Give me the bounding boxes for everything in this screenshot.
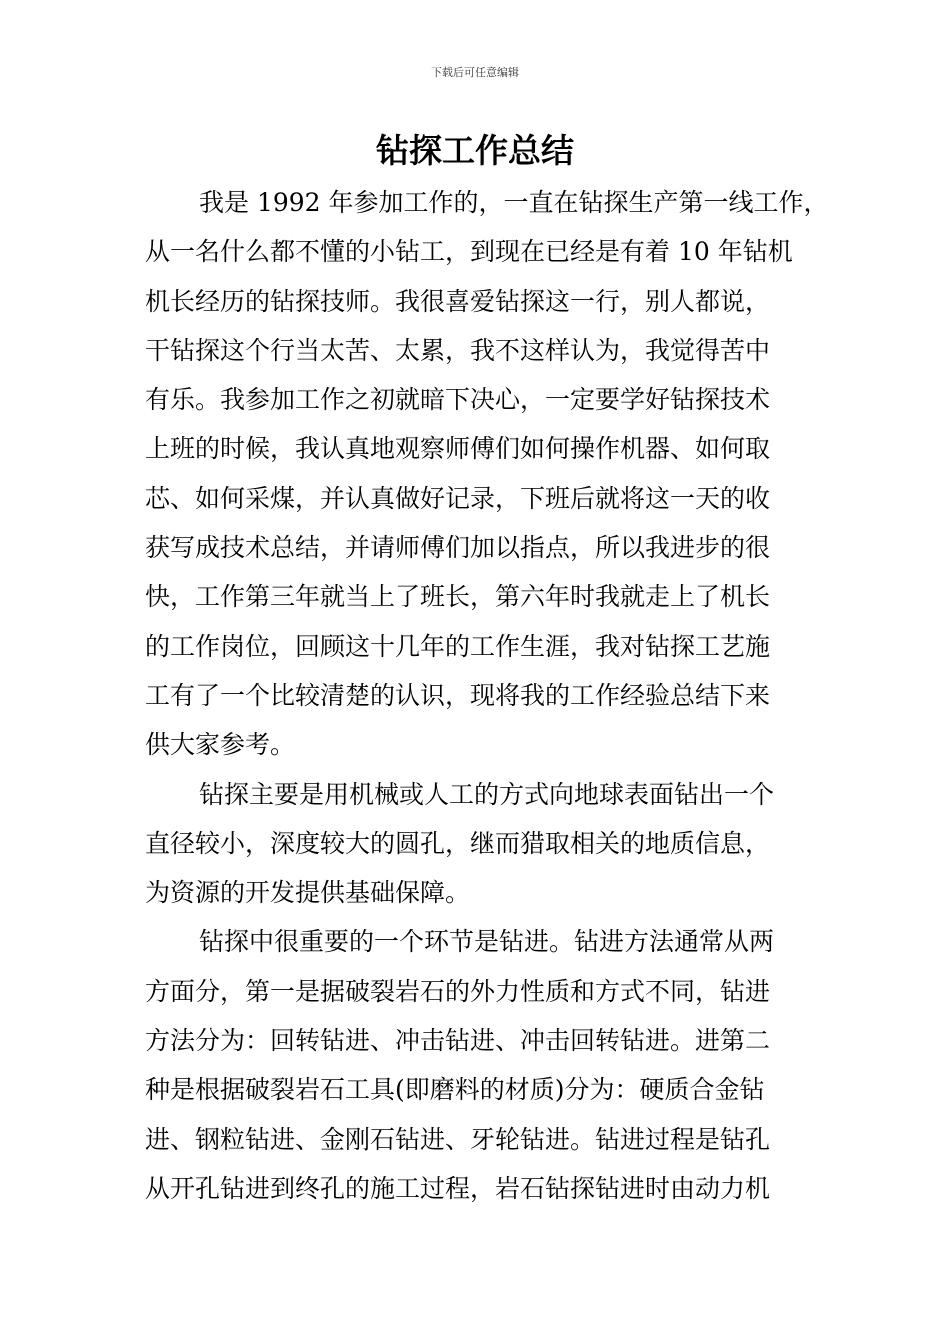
text-line: 获写成技术总结，并请师傅们加以指点，所以我进步的很 <box>145 533 771 563</box>
document-body <box>145 178 829 1213</box>
text-line: 进、钢粒钻进、金刚石钻进、牙轮钻进。钻进过程是钻孔 <box>145 1124 771 1154</box>
text-line: 方面分，第一是据破裂岩石的外力性质和方式不同，钻进 <box>145 976 771 1006</box>
text-line: 钻探中很重要的一个环节是钻进。钻进方法通常从两 <box>199 927 775 957</box>
text-line: 方法分为：回转钻进、冲击钻进、冲击回转钻进。进第二 <box>145 1026 771 1056</box>
text-line: 的工作岗位，回顾这十几年的工作生涯，我对钻探工艺施 <box>145 631 771 661</box>
paragraph-3 <box>145 917 825 1213</box>
text-line: 供大家参考。 <box>145 730 296 760</box>
paragraph-1 <box>145 178 829 770</box>
text-line: 从一名什么都不懂的小钻工，到现在已经是有着 10 年钻机 <box>145 237 793 267</box>
text-line: 干钻探这个行当太苦、太累，我不这样认为，我觉得苦中 <box>145 335 771 365</box>
text-line: 为资源的开发提供基础保障。 <box>145 878 471 908</box>
page-title: 钻探工作总结 <box>376 131 574 170</box>
text-line: 工有了一个比较清楚的认识，现将我的工作经验总结下来 <box>145 680 771 710</box>
paragraph-2 <box>145 770 825 918</box>
text-line: 我是 1992 年参加工作的，一直在钻探生产第一线工作， <box>199 188 829 217</box>
text-line: 种是根据破裂岩石工具(即磨料的材质)分为：硬质合金钻 <box>145 1075 765 1105</box>
text-line: 上班的时候，我认真地观察师傅们如何操作机器、如何取 <box>145 434 771 464</box>
text-line: 有乐。我参加工作之初就暗下决心，一定要学好钻探技术 <box>145 385 771 415</box>
page-header-note: 下载后可任意编辑 <box>431 66 519 79</box>
text-line: 钻探主要是用机械或人工的方式向地球表面钻出一个 <box>199 779 775 809</box>
text-line: 机长经历的钻探技师。我很喜爱钻探这一行，别人都说， <box>145 286 771 316</box>
text-line: 从开孔钻进到终孔的施工过程，岩石钻探钻进时由动力机 <box>145 1173 771 1203</box>
text-line: 快，工作第三年就当上了班长，第六年时我就走上了机长 <box>145 582 771 612</box>
text-line: 芯、如何采煤，并认真做好记录，下班后就将这一天的收 <box>145 483 771 513</box>
text-line: 直径较小，深度较大的圆孔，继而猎取相关的地质信息， <box>145 828 771 858</box>
